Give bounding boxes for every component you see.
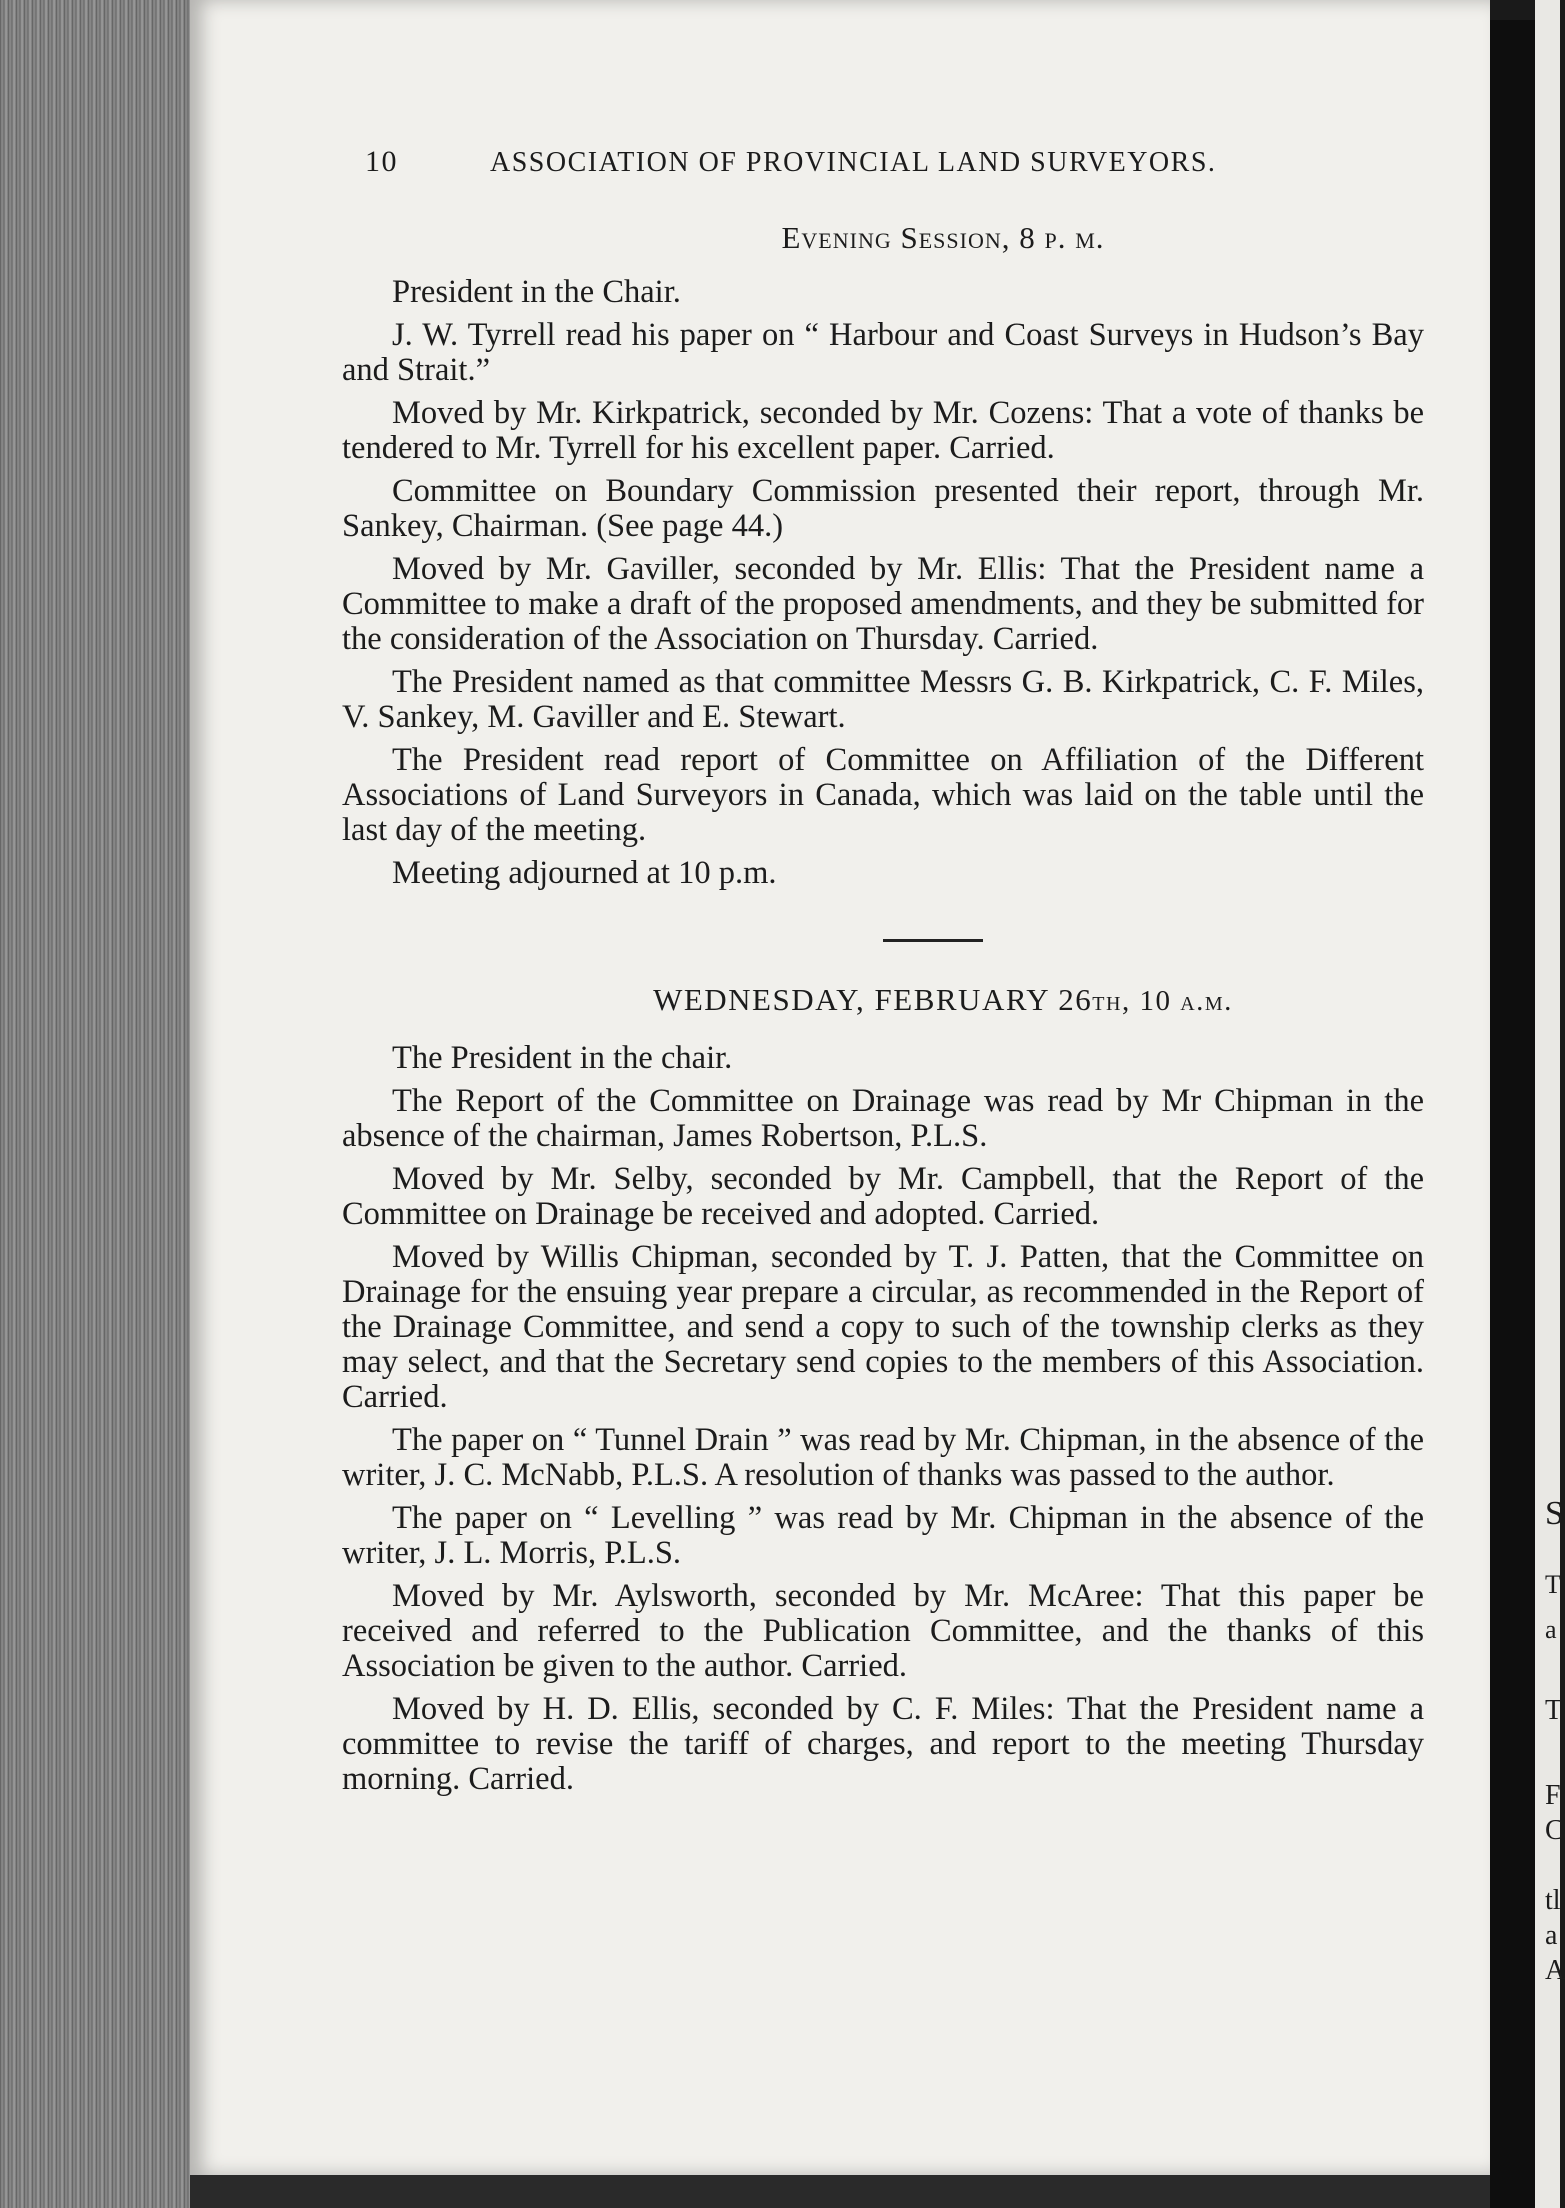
wednesday-session-heading	[342, 982, 1424, 1019]
section-divider	[883, 939, 983, 942]
next-page-fragment: S	[1545, 1495, 1564, 1532]
minutes-paragraph: Moved by Mr. Gaviller, seconded by Mr. Ellis: That the President name a Committee to make a draft of the proposed amendments, and they be submitted for the consideration of the Association on Thursday. Carried.	[342, 551, 1424, 657]
minutes-paragraph: Moved by Mr. Kirkpatrick, seconded by Mr. Cozens: That a vote of thanks be tendered to Mr. Tyrrell for his excellent paper. Carried.	[342, 395, 1424, 466]
minutes-paragraph: President in the Chair.	[392, 274, 681, 310]
minutes-paragraph: J. W. Tyrrell read his paper on “ Harbour and Coast Surveys in Hudson’s Bay and Strait.”	[342, 317, 1424, 388]
next-page-fragment: a	[1545, 1920, 1558, 1951]
minutes-paragraph: The paper on “ Levelling ” was read by Mr. Chipman in the absence of the writer, J. L. Morris, P.L.S.	[342, 1500, 1424, 1571]
minutes-paragraph: The President named as that committee Messrs G. B. Kirkpatrick, C. F. Miles, V. Sankey, M. Gaviller and E. Stewart.	[342, 664, 1424, 735]
minutes-paragraph: The President read report of Committee on Affiliation of the Different Associations of Land Surveyors in Canada, which was laid on the table until the last day of the meeting.	[342, 742, 1424, 848]
next-page-sliver	[1535, 0, 1565, 2208]
day-heading-main: WEDNESDAY, FEBRUARY 26	[653, 982, 1093, 1017]
minutes-paragraph: The paper on “ Tunnel Drain ” was read by Mr. Chipman, in the absence of the writer, J. C. McNabb, P.L.S. A resolution of thanks was passed to the author.	[342, 1422, 1424, 1493]
minutes-paragraph: Moved by Willis Chipman, seconded by T. J. Patten, that the Committee on Drainage for the ensuing year prepare a circular, as recommended in the Report of the Drainage Committee, and send a copy to such of the township clerks as they may select, and that the Secretary send copies to the members of this Association. Carried.	[342, 1239, 1424, 1415]
next-page-fragment: F	[1545, 1780, 1561, 1811]
minutes-paragraph: The Report of the Committee on Drainage was read by Mr Chipman in the absence of the chairman, James Robertson, P.L.S.	[342, 1083, 1424, 1154]
next-page-fragment: T	[1545, 1570, 1561, 1599]
next-page-fragment: A	[1545, 1955, 1565, 1986]
minutes-paragraph: The President in the chair.	[392, 1040, 733, 1076]
next-page-fragment: T	[1545, 1695, 1563, 1726]
next-page-fragment: a	[1545, 1615, 1557, 1644]
minutes-paragraph: Meeting adjourned at 10 p.m.	[392, 855, 777, 891]
evening-session-heading: Evening Session, 8 p. m.	[781, 220, 1105, 255]
book-page-edges	[0, 0, 200, 2208]
minutes-paragraph: Moved by Mr. Selby, seconded by Mr. Campbell, that the Report of the Committee on Drainage be received and adopted. Carried.	[342, 1161, 1424, 1232]
minutes-paragraph: Moved by Mr. Aylsworth, seconded by Mr. McAree: That this paper be received and referred to the Publication Committee, and the thanks of this Association be given to the author. Carried.	[342, 1578, 1424, 1684]
running-title: ASSOCIATION OF PROVINCIAL LAND SURVEYORS.	[490, 147, 1217, 178]
minutes-paragraph: Committee on Boundary Commission presented their report, through Mr. Sankey, Chairman. (See page 44.)	[342, 473, 1424, 544]
next-page-fragment: tl	[1545, 1885, 1561, 1916]
page-bottom-shadow	[190, 2175, 1490, 2208]
day-heading-suffix: th, 10 a.m.	[1092, 985, 1233, 1017]
next-page-fragment: C	[1545, 1815, 1564, 1846]
minutes-paragraph: Moved by H. D. Ellis, seconded by C. F. Miles: That the President name a committee to revise the tariff of charges, and report to the meeting Thursday morning. Carried.	[342, 1691, 1424, 1797]
running-header	[365, 145, 1305, 179]
page-number: 10	[365, 145, 398, 178]
page-body	[342, 210, 1424, 1805]
